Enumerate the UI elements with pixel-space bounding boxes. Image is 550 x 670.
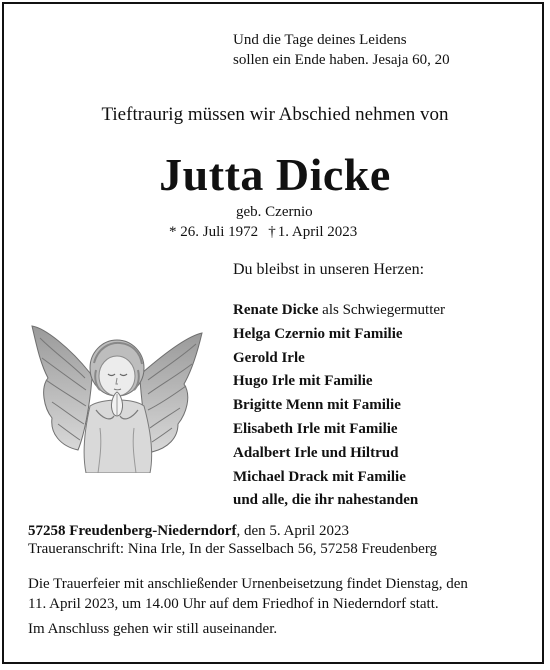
- mourner-item: Renate Dicke als Schwiegermutter: [233, 302, 446, 318]
- closing-note: Im Anschluss gehen wir still auseinander.: [28, 621, 278, 637]
- place: 57258 Freudenberg-Niederndorf: [28, 523, 237, 539]
- funeral-info: [28, 574, 468, 614]
- verse-line-2: sollen ein Ende haben. Jesaja 60, 20: [233, 52, 450, 68]
- mourner-relation: als Schwiegermutter: [318, 302, 446, 318]
- life-dates: [169, 224, 357, 241]
- mourners-list: [233, 299, 445, 513]
- mourner-item: Adalbert Irle und Hiltrud: [233, 444, 399, 461]
- death-date: 1. April 2023: [277, 224, 358, 240]
- mourner-item: Helga Czernio mit Familie: [233, 325, 403, 342]
- intro-text: Tieftraurig müssen wir Abschied nehmen von: [101, 104, 449, 125]
- mourner-item: Gerold Irle: [233, 349, 305, 366]
- mourner-item: Michael Drack mit Familie: [233, 468, 406, 485]
- mourner-item: Brigitte Menn mit Familie: [233, 397, 401, 414]
- mourner-item: und alle, die ihr nahestanden: [233, 492, 419, 509]
- funeral-line-1: Die Trauerfeier mit anschließender Urnenbeisetzung findet Dienstag, den: [28, 576, 468, 592]
- birth-date: * 26. Juli 1972: [169, 224, 259, 240]
- mourner-item: Hugo Irle mit Familie: [233, 373, 373, 390]
- mourner-item: Elisabeth Irle mit Familie: [233, 420, 398, 437]
- deceased-name: Jutta Dicke: [159, 149, 391, 200]
- bible-verse: [233, 30, 450, 70]
- praying-angel-icon: [30, 318, 205, 473]
- notice-date: , den 5. April 2023: [236, 523, 349, 539]
- verse-line-1: Und die Tage deines Leidens: [233, 32, 407, 48]
- farewell-line: Du bleibst in unseren Herzen:: [233, 261, 425, 278]
- mourning-address: Traueranschrift: Nina Irle, In der Sasselbach 56, 57258 Freudenberg: [28, 541, 438, 557]
- birth-name: geb. Czernio: [236, 204, 313, 220]
- cross-icon: †: [268, 224, 276, 240]
- place-and-date: [28, 523, 349, 540]
- funeral-line-2: 11. April 2023, um 14.00 Uhr auf dem Friedhof in Niederndorf statt.: [28, 596, 439, 612]
